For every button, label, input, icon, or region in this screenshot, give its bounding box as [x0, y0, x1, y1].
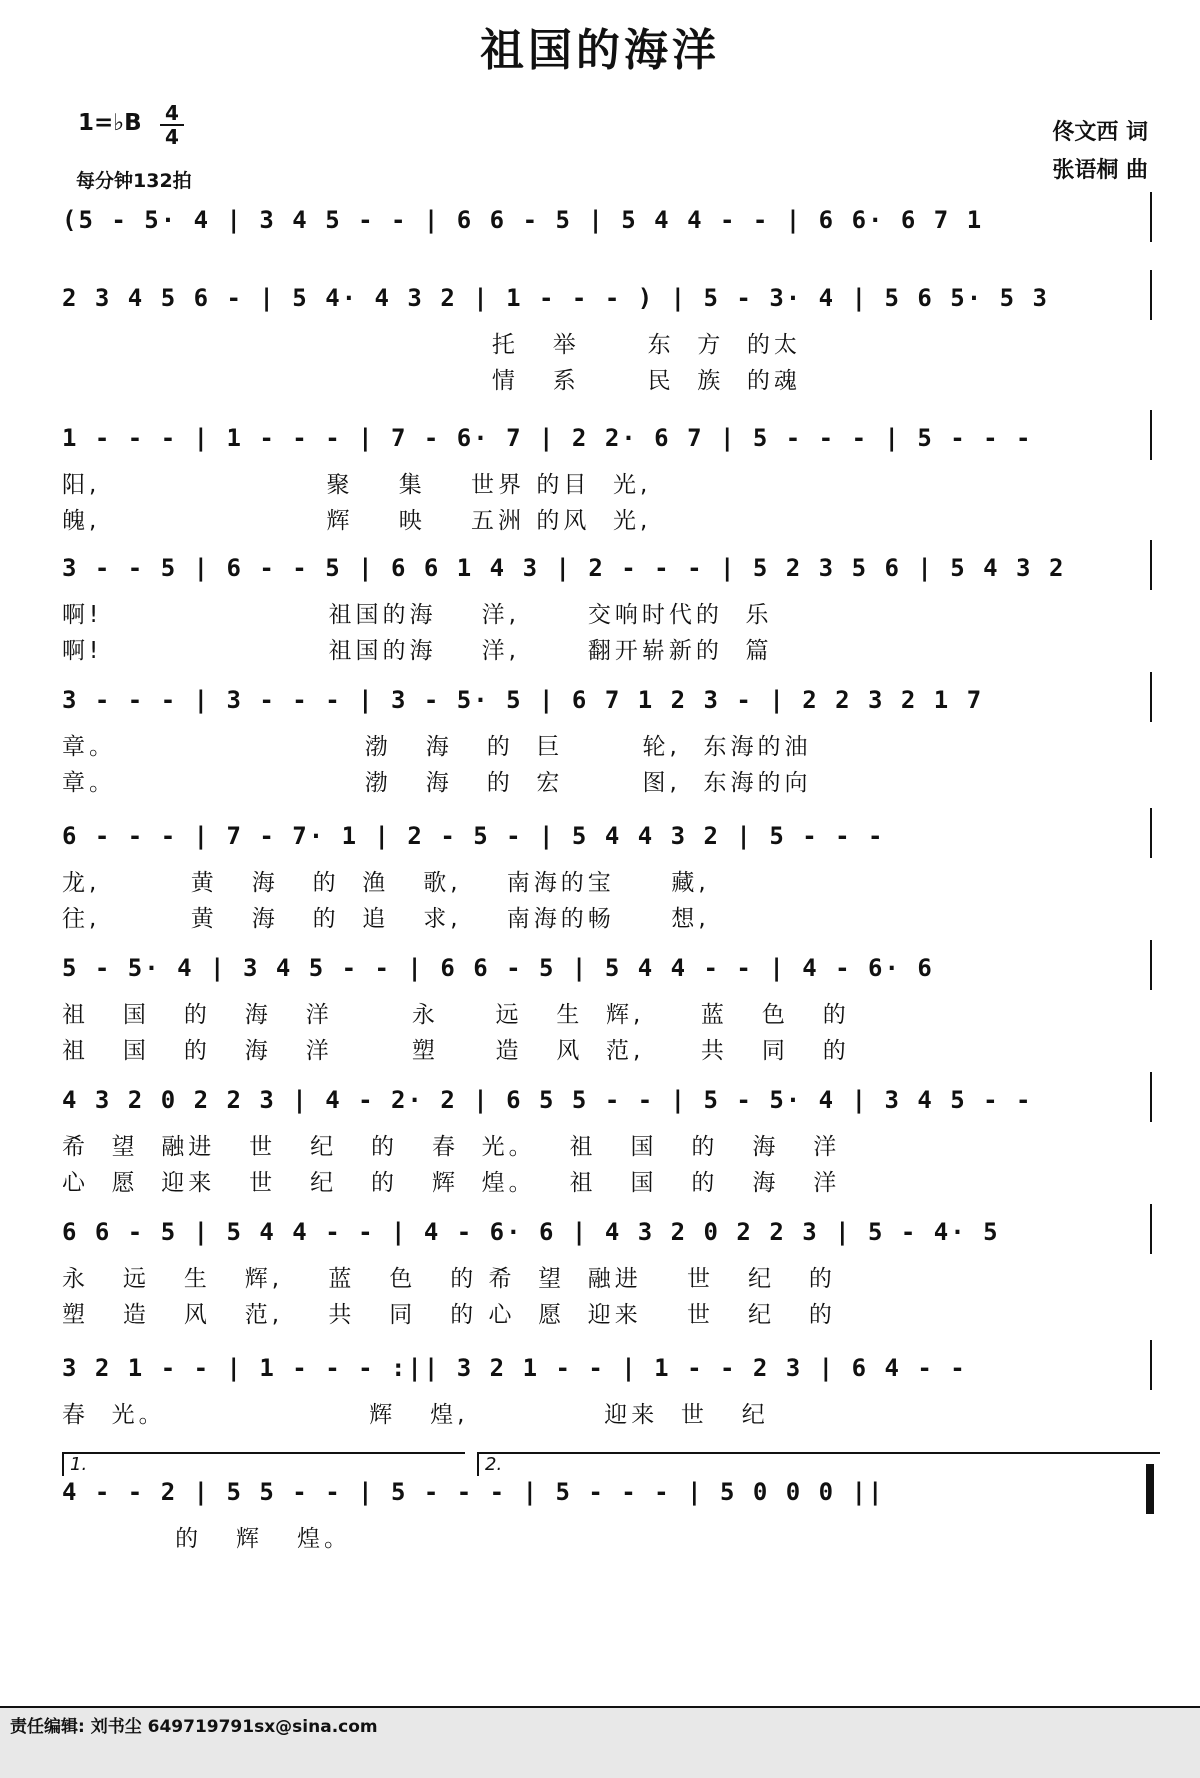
system-end-barline [1150, 410, 1152, 460]
system-end-barline [1150, 1204, 1152, 1254]
lyrics-verse-1: 龙, 黄 海 的 渔 歌, 南海的宝 藏, [62, 870, 710, 896]
notation-line: 5 - 5· 4 | 3 4 5 - - | 6 6 - 5 | 5 4 4 - - | 4 - 6· 6 [62, 954, 934, 982]
time-signature [160, 102, 184, 148]
volta-2: 2. [477, 1452, 1160, 1476]
system-end-barline [1150, 1340, 1152, 1390]
system-end-barline [1150, 270, 1152, 320]
notation-line: 3 - - 5 | 6 - - 5 | 6 6 1 4 3 | 2 - - - | 5 2 3 5 6 | 5 4 3 2 [62, 554, 1066, 582]
tempo-marking: 每分钟132拍 [76, 170, 192, 192]
lyrics-verse-1: 春 光。 辉 煌, 迎来 世 纪 [62, 1402, 769, 1428]
song-title: 祖国的海洋 [480, 25, 720, 76]
composer: 张语桐 曲 [1052, 158, 1148, 183]
volta-1: 1. [62, 1452, 465, 1476]
footer [0, 1706, 1200, 1778]
notation-line: 4 - - 2 | 5 5 - - | 5 - - - | 5 - - - | 5 0 0 0 || [62, 1478, 885, 1506]
notation-line: 6 6 - 5 | 5 4 4 - - | 4 - 6· 6 | 4 3 2 0 2 2 3 | 5 - 4· 5 [62, 1218, 1000, 1246]
lyrics-verse-1: 阳, 聚 集 世界 的目 光, [62, 472, 652, 498]
system-end-barline [1150, 1072, 1152, 1122]
credits [1052, 114, 1148, 190]
editor-credit: 责任编辑: 刘书尘 649719791sx@sina.com [10, 1717, 378, 1737]
meter-bottom: 4 [160, 124, 184, 148]
lyrics-verse-1: 托 举 东 方 的太 [62, 332, 801, 358]
notation-line: 3 - - - | 3 - - - | 3 - 5· 5 | 6 7 1 2 3 - | 2 2 3 2 1 7 [62, 686, 984, 714]
lyricist: 佟文西 词 [1052, 120, 1148, 145]
lyrics-verse-1: 的 辉 煌。 [62, 1526, 351, 1552]
score-system [0, 1470, 1200, 1660]
meter-top: 4 [165, 101, 179, 125]
lyrics-verse-1: 永 远 生 辉, 蓝 色 的 希 望 融进 世 纪 的 [62, 1266, 836, 1292]
lyrics-verse-2: 祖 国 的 海 洋 塑 造 风 范, 共 同 的 [62, 1038, 850, 1064]
lyrics-verse-2: 章。 渤 海 的 宏 图, 东海的向 [62, 770, 812, 796]
system-end-barline [1150, 540, 1152, 590]
volta-brackets [62, 1452, 1152, 1482]
lyrics-verse-2: 往, 黄 海 的 追 求, 南海的畅 想, [62, 906, 710, 932]
notation-line: 6 - - - | 7 - 7· 1 | 2 - 5 - | 5 4 4 3 2 | 5 - - - [62, 822, 885, 850]
lyrics-verse-1: 祖 国 的 海 洋 永 远 生 辉, 蓝 色 的 [62, 1002, 850, 1028]
system-end-barline [1150, 672, 1152, 722]
system-end-barline [1150, 940, 1152, 990]
system-end-barline [1150, 808, 1152, 858]
lyrics-verse-2: 心 愿 迎来 世 纪 的 辉 煌。 祖 国 的 海 洋 [62, 1170, 841, 1196]
notation-line: 2 3 4 5 6 - | 5 4· 4 3 2 | 1 - - - ) | 5 - 3· 4 | 5 6 5· 5 3 [62, 284, 1049, 312]
notation-line: (5 - 5· 4 | 3 4 5 - - | 6 6 - 5 | 5 4 4 - - | 6 6· 6 7 1 [62, 206, 984, 234]
lyrics-verse-2: 塑 造 风 范, 共 同 的 心 愿 迎来 世 纪 的 [62, 1302, 836, 1328]
notation-line: 4 3 2 0 2 2 3 | 4 - 2· 2 | 6 5 5 - - | 5 - 5· 4 | 3 4 5 - - [62, 1086, 1033, 1114]
lyrics-verse-2: 啊! 祖国的海 洋, 翻开崭新的 篇 [62, 638, 773, 664]
lyrics-verse-2: 魄, 辉 映 五洲 的风 光, [62, 508, 652, 534]
notation-line: 3 2 1 - - | 1 - - - :|| 3 2 1 - - | 1 - - 2 3 | 6 4 - - [62, 1354, 967, 1382]
key-signature: 1=♭B [78, 110, 142, 136]
notation-line: 1 - - - | 1 - - - | 7 - 6· 7 | 2 2· 6 7 | 5 - - - | 5 - - - [62, 424, 1033, 452]
lyrics-verse-2: 情 系 民 族 的魂 [62, 368, 801, 394]
lyrics-verse-1: 啊! 祖国的海 洋, 交响时代的 乐 [62, 602, 773, 628]
lyrics-verse-1: 章。 渤 海 的 巨 轮, 东海的油 [62, 734, 812, 760]
system-end-barline [1150, 192, 1152, 242]
lyrics-verse-1: 希 望 融进 世 纪 的 春 光。 祖 国 的 海 洋 [62, 1134, 841, 1160]
